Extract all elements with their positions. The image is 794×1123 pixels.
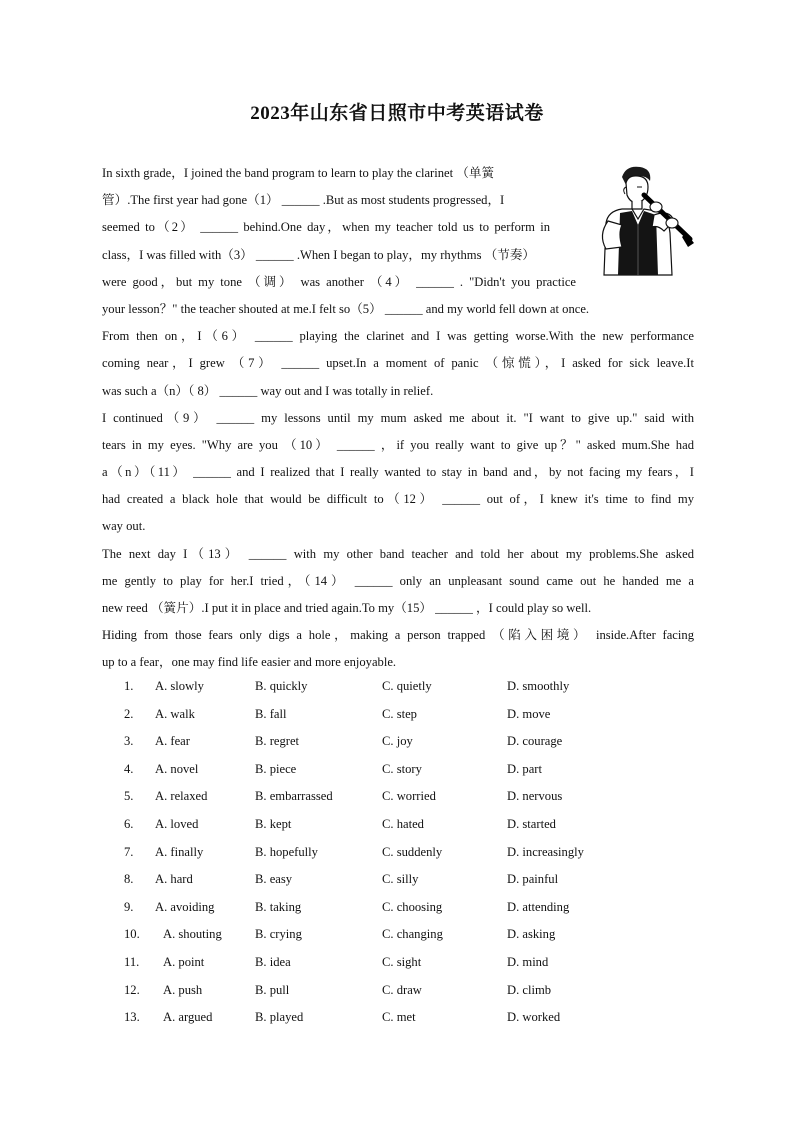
option-a[interactable]: A. finally [155, 844, 204, 859]
option-a[interactable]: A. walk [155, 706, 195, 721]
passage-line: In sixth grade，I joined the band program to learn to play the clarinet （单簧 [102, 166, 495, 180]
passage-line: class，I was filled with（3） ______ .When I began to play，my rhythms （节奏） [102, 247, 536, 262]
question-number: 2. [124, 706, 134, 721]
option-b[interactable]: B. taking [255, 899, 302, 914]
option-d[interactable]: D. increasingly [507, 844, 584, 859]
option-b[interactable]: B. hopefully [255, 844, 318, 859]
passage-line: up to a fear，one may find life easier and more enjoyable. [102, 655, 397, 670]
passage-line: a（n）（11） ______ and I realized that I really wanted to stay in band and，by not facing my fears，I [102, 465, 694, 480]
passage-line: your lesson？" the teacher shouted at me.I felt so（5） ______ and my world fell down at once. [102, 301, 590, 316]
option-a[interactable]: A. avoiding [155, 899, 215, 914]
option-a[interactable]: A. relaxed [155, 789, 208, 804]
option-d[interactable]: D. mind [507, 954, 549, 969]
option-d[interactable]: D. smoothly [507, 679, 570, 693]
option-a[interactable]: A. point [163, 954, 205, 969]
option-c[interactable]: C. changing [382, 927, 443, 942]
option-d[interactable]: D. painful [507, 872, 559, 887]
option-c[interactable]: C. quietly [382, 679, 432, 693]
option-c[interactable]: C. hated [382, 816, 424, 831]
option-a[interactable]: A. push [163, 982, 203, 997]
option-b[interactable]: B. quickly [255, 679, 308, 693]
question-number: 9. [124, 899, 134, 914]
option-d[interactable]: D. worked [507, 1010, 561, 1025]
option-c[interactable]: C. suddenly [382, 844, 443, 859]
passage-line: 管）.The first year had gone（1） ______ .But as most students progressed，I [102, 193, 505, 208]
option-a[interactable]: A. fear [155, 734, 190, 749]
page-title: 2023年山东省日照市中考英语试卷 [250, 103, 544, 124]
clarinet-player-illustration [592, 163, 696, 279]
option-b[interactable]: B. idea [255, 954, 291, 969]
option-c[interactable]: C. step [382, 706, 417, 721]
option-b[interactable]: B. crying [255, 927, 302, 942]
option-d[interactable]: D. asking [507, 927, 556, 942]
option-c[interactable]: C. met [382, 1010, 416, 1025]
question-number: 3. [124, 734, 134, 749]
passage-line: tears in my eyes. "Why are you （10） ______ ，if you really want to give up？" asked mum.She had [102, 437, 694, 452]
option-d[interactable]: D. started [507, 816, 556, 831]
passage-line: were good，but my tone （调） was another （4） ______ . "Didn't you practice [102, 274, 576, 289]
option-c[interactable]: C. silly [382, 872, 419, 887]
passage-line: Hiding from those fears only digs a hole，making a person trapped （陷入困境） inside.After facing [102, 628, 694, 643]
passage-line: new reed （簧片）.I put it in place and tried again.To my（15） ______ ，I could play so well. [102, 601, 592, 615]
passage-line: I continued（9） ______ my lessons until my mum asked me about it. "I want to give up." said with [102, 410, 694, 425]
option-a[interactable]: A. loved [155, 816, 199, 831]
option-b[interactable]: B. piece [255, 761, 297, 776]
option-c[interactable]: C. joy [382, 734, 413, 749]
option-c[interactable]: C. worried [382, 789, 436, 804]
option-c[interactable]: C. draw [382, 982, 422, 997]
question-number: 1. [124, 679, 134, 693]
option-a[interactable]: A. shouting [163, 927, 222, 942]
question-number: 4. [124, 761, 134, 776]
option-b[interactable]: B. pull [255, 982, 290, 997]
option-b[interactable]: B. easy [255, 872, 293, 887]
option-b[interactable]: B. played [255, 1010, 304, 1025]
question-number: 6. [124, 816, 134, 831]
question-number: 5. [124, 789, 134, 804]
question-number: 11. [124, 954, 140, 969]
passage-line: me gently to play for her.I tried，（14） ______ only an unpleasant sound came out he handed me a [102, 573, 694, 588]
option-d[interactable]: D. part [507, 761, 542, 776]
option-b[interactable]: B. kept [255, 816, 292, 831]
option-a[interactable]: A. slowly [155, 679, 204, 693]
option-c[interactable]: C. story [382, 761, 422, 776]
passage-line: was such a（n）（ 8） ______ way out and I was totally in relief. [102, 383, 434, 398]
question-number: 8. [124, 872, 134, 887]
question-number: 13. [124, 1010, 140, 1025]
option-a[interactable]: A. hard [155, 872, 193, 887]
question-number: 7. [124, 844, 134, 859]
passage-line: coming near，I grew （7） ______ upset.In a moment of panic （惊慌），I asked for sick leave.It [102, 356, 694, 371]
option-d[interactable]: D. attending [507, 899, 570, 914]
passage-line: From then on，I（6） ______ playing the clarinet and I was getting worse.With the new performance [102, 329, 694, 344]
option-b[interactable]: B. embarrassed [255, 789, 333, 804]
option-a[interactable]: A. argued [163, 1010, 213, 1025]
passage-line: The next day I（13） ______ with my other band teacher and told her about my problems.She asked [102, 546, 694, 561]
option-a[interactable]: A. novel [155, 761, 199, 776]
option-c[interactable]: C. sight [382, 954, 422, 969]
option-b[interactable]: B. regret [255, 734, 300, 749]
question-number: 10. [124, 927, 140, 942]
option-d[interactable]: D. move [507, 706, 551, 721]
passage-line: seemed to（2） ______ behind.One day，when my teacher told us to perform in [102, 220, 550, 235]
option-c[interactable]: C. choosing [382, 899, 443, 914]
question-number: 12. [124, 982, 140, 997]
passage-line: way out. [102, 519, 146, 534]
passage-line: had created a black hole that would be difficult to（12） ______ out of，I knew it's time to find my [102, 492, 694, 507]
option-d[interactable]: D. courage [507, 734, 563, 749]
option-d[interactable]: D. climb [507, 982, 552, 997]
option-b[interactable]: B. fall [255, 706, 287, 721]
option-d[interactable]: D. nervous [507, 789, 563, 804]
